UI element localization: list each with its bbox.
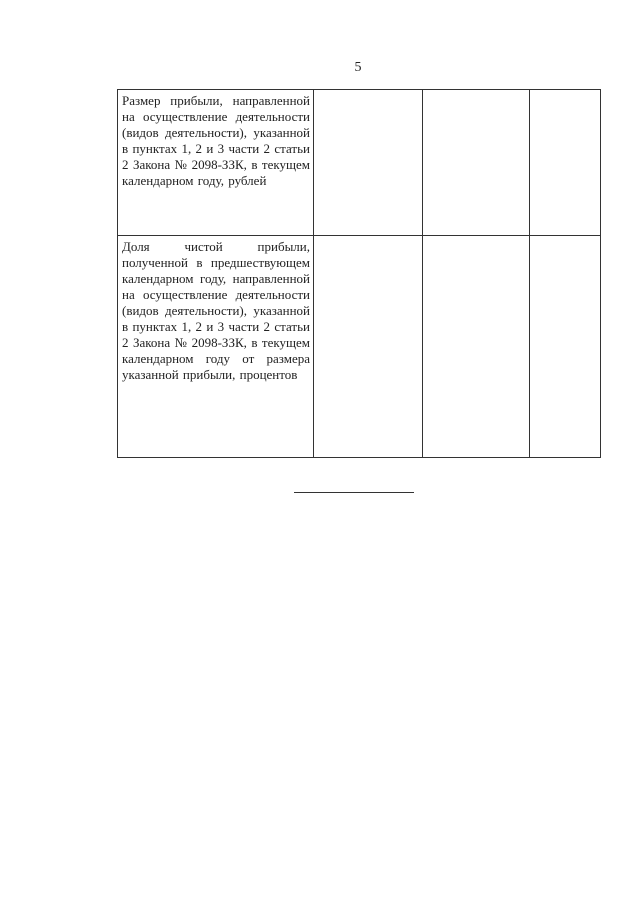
end-of-document-rule (294, 492, 414, 493)
value-cell (314, 236, 423, 458)
value-cell (423, 90, 530, 236)
table-row (118, 90, 601, 236)
row-label-cell (118, 236, 314, 458)
value-cell (530, 90, 601, 236)
value-cell (314, 90, 423, 236)
table-row (118, 236, 601, 458)
row-label-profit-share: Доля чистой прибыли, полученной в предшествующем календарном году, направленной на осуществление деятельности (видов деятельности), указанной в пунктах 1, 2 и 3 части 2 статьи 2 Закона № 2098-ЗЗК, в текущем календарном году от размера указанной прибыли, процентов (122, 239, 310, 382)
profit-table (117, 89, 601, 458)
row-label-profit-amount: Размер прибыли, направленной на осуществление деятельности (видов деятельности), указанной в пунктах 1, 2 и 3 части 2 статьи 2 Закона № 2098-ЗЗК, в текущем календарном году, рублей (122, 93, 310, 188)
row-label-cell (118, 90, 314, 236)
page-number: 5 (354, 60, 362, 75)
value-cell (530, 236, 601, 458)
value-cell (423, 236, 530, 458)
